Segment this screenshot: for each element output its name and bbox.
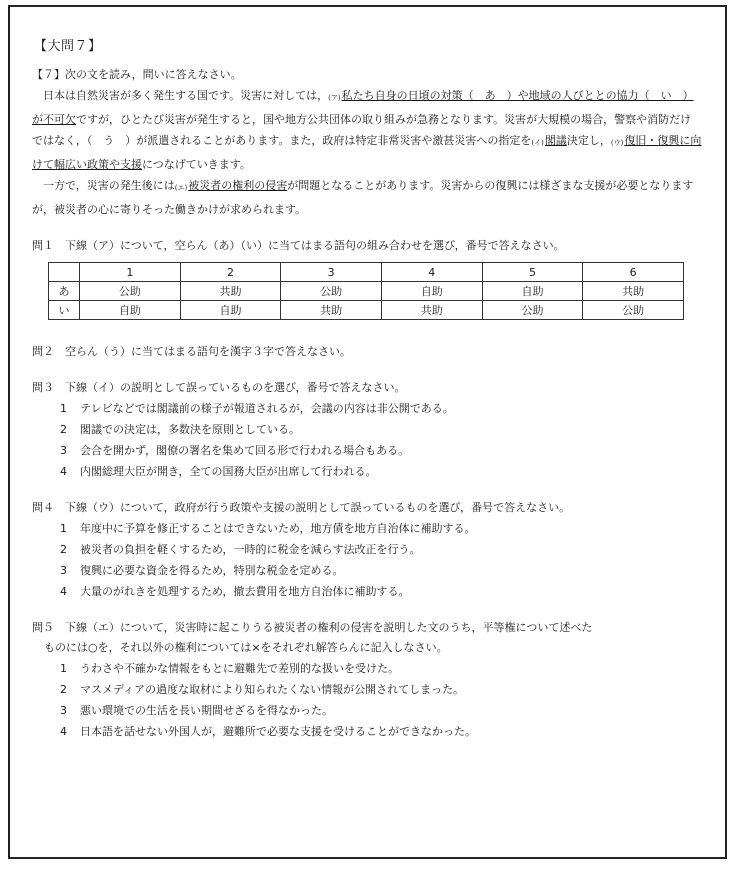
- option-text: 日本語を話せない外国人が，避難所で必要な支援を受けることができなかった。: [80, 725, 476, 738]
- option-item: [60, 679, 702, 700]
- table-cell: 公助: [583, 301, 684, 320]
- option-text: 会合を開かず，閣僚の署名を集めて回る形で行われる場合もある。: [80, 444, 410, 457]
- table-row: [49, 301, 684, 320]
- option-text: 悪い環境での生活を長い期間せざるを得なかった。: [80, 704, 333, 717]
- option-text: 内閣総理大臣が開き，全ての国務大臣が出席して行われる。: [80, 465, 377, 478]
- passage-text: 日本は自然災害が多く発生する国です。災害に対しては，: [43, 89, 329, 102]
- passage-text: ですが，ひとたび災害が発生すると，国や地方公共団体の取り組みが急務となります。災害が大規模の場合，警察や消防だけではなく，（ う ）が派遣されることがあります。また，政府は特定非常災害や激甚災害への指定を: [32, 113, 692, 147]
- table-cell: 共助: [180, 282, 281, 301]
- option-text: テレビなどでは閣議前の様子が報道されるが，会議の内容は非公開である。: [80, 402, 454, 415]
- table-header-cell: 3: [281, 263, 382, 282]
- option-number: 1: [60, 402, 67, 415]
- passage-text: が問題となることがあります。災害からの復興には様ざまな支援が必要となりますが，被災者の心に寄りそった働きかけが求められます。: [32, 179, 694, 216]
- table-cell: 共助: [381, 301, 482, 320]
- option-number: 4: [60, 465, 67, 478]
- passage: [32, 85, 702, 220]
- underline-u: 復旧・復興に向けて幅広い政策や支援: [32, 134, 702, 171]
- table-header-row: [49, 263, 684, 282]
- option-text: 年度中に予算を修正することはできないため，地方債を地方自治体に補助する。: [80, 522, 476, 535]
- passage-text: につなげていきます。: [142, 158, 251, 171]
- option-number: 4: [60, 585, 67, 598]
- table-row: [49, 282, 684, 301]
- option-item: [60, 398, 702, 419]
- marker-u: (ウ): [610, 139, 624, 147]
- option-number: 3: [60, 704, 67, 717]
- option-text: うわさや不確かな情報をもとに避難先で差別的な扱いを受けた。: [80, 662, 399, 675]
- option-item: [60, 518, 702, 539]
- answer-choice-table: [48, 262, 684, 320]
- document-frame: [8, 5, 727, 859]
- intro-line: 【７】次の文を読み，問いに答えなさい。: [32, 68, 242, 81]
- passage-text: 決定し，: [566, 134, 611, 147]
- marker-a: (ア): [328, 94, 341, 102]
- option-number: 1: [60, 662, 67, 675]
- option-number: 1: [60, 522, 67, 535]
- table-cell: 公助: [482, 301, 583, 320]
- table-cell: 共助: [281, 301, 382, 320]
- option-number: 2: [60, 683, 67, 696]
- table-header-cell: 5: [482, 263, 583, 282]
- document-body: [32, 35, 702, 742]
- option-number: 2: [60, 543, 67, 556]
- option-text: 閣議での決定は，多数決を原則としている。: [80, 423, 300, 436]
- table-cell: 自助: [80, 301, 181, 320]
- underline-e: 被災者の権利の侵害: [188, 179, 288, 192]
- option-text: 大量のがれきを処理するため，撤去費用を地方自治体に補助する。: [80, 585, 410, 598]
- option-item: [60, 419, 702, 440]
- table-cell: 公助: [80, 282, 181, 301]
- option-item: [60, 658, 702, 679]
- option-number: 4: [60, 725, 67, 738]
- option-item: [60, 461, 702, 482]
- table-row-label: い: [49, 301, 80, 320]
- table-header-cell: 4: [381, 263, 482, 282]
- underline-i: 閣議: [544, 134, 567, 147]
- option-item: [60, 539, 702, 560]
- option-item: [60, 721, 702, 742]
- option-item: [60, 700, 702, 721]
- option-number: 3: [60, 564, 67, 577]
- table-cell: [49, 263, 80, 282]
- marker-i: (イ): [531, 139, 544, 147]
- table-cell: 共助: [583, 282, 684, 301]
- section-title: 【大問７】: [34, 39, 102, 54]
- passage-paragraph-2: [32, 175, 702, 220]
- option-text: マスメディアの過度な取材により知られたくない情報が公開されてしまった。: [80, 683, 465, 696]
- marker-e: (エ): [174, 184, 188, 192]
- option-item: [60, 440, 702, 461]
- question-5-continued: ものには○を，それ以外の権利については×をそれぞれ解答らんに記入しなさい。: [44, 641, 448, 654]
- table-header-cell: 1: [80, 263, 181, 282]
- passage-text: 一方で，災害の発生後には: [43, 179, 175, 192]
- underline-a: 私たち自身の日頃の対策（ あ ）や地域の人びととの協力（ い ）が不可欠: [32, 89, 694, 126]
- table-row-label: あ: [49, 282, 80, 301]
- option-text: 復興に必要な資金を得るため，特別な税金を定める。: [80, 564, 344, 577]
- passage-paragraph-1: [32, 85, 702, 175]
- table-header-cell: 6: [583, 263, 684, 282]
- table-cell: 自助: [381, 282, 482, 301]
- question-1: 問１ 下線（ア）について，空らん（あ）（い）に当てはまる語句の組み合わせを選び，番号で答えなさい。: [32, 239, 565, 252]
- question-4: 問４ 下線（ウ）について，政府が行う政策や支援の説明として誤っているものを選び，番号で答えなさい。: [32, 501, 571, 514]
- question-5: 問５ 下線（エ）について，災害時に起こりうる被災者の権利の侵害を説明した文のうち，平等権について述べた: [32, 621, 593, 634]
- option-number: 3: [60, 444, 67, 457]
- table-cell: 自助: [482, 282, 583, 301]
- option-text: 被災者の負担を軽くするため，一時的に税金を減らす法改正を行う。: [80, 543, 421, 556]
- table-cell: 公助: [281, 282, 382, 301]
- option-item: [60, 560, 702, 581]
- question-3: 問３ 下線（イ）の説明として誤っているものを選び，番号で答えなさい。: [32, 381, 406, 394]
- question-2: 問２ 空らん（う）に当てはまる語句を漢字３字で答えなさい。: [32, 345, 351, 358]
- option-item: [60, 581, 702, 602]
- option-number: 2: [60, 423, 67, 436]
- table-header-cell: 2: [180, 263, 281, 282]
- table-cell: 自助: [180, 301, 281, 320]
